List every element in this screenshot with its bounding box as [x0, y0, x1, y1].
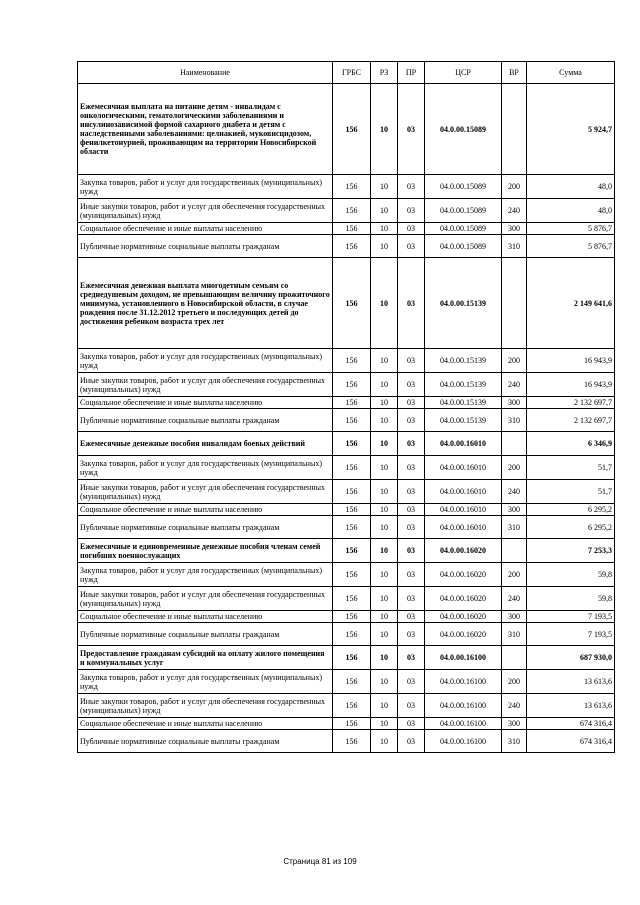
- row-csr: 04.0.00.16020: [425, 563, 502, 587]
- table-row: [78, 623, 615, 646]
- row-vr: 200: [502, 670, 527, 694]
- row-name: Ежемесячная выплата на питание детям - инвалидам с онкологическими, гематологическими заболеваниями и инсулинозависимой формой сахарного диабета и детям с наследственными заболеваниями: целиакией, муковисцидозом, фенилкетонурией, проживающим на территории Новосибирской области: [78, 84, 333, 175]
- row-sum: 59,8: [527, 563, 615, 587]
- header-rz: РЗ: [371, 62, 398, 84]
- table-row: [78, 397, 615, 409]
- row-rz: 10: [371, 235, 398, 258]
- row-vr: 240: [502, 373, 527, 397]
- row-csr: 04.0.00.15139: [425, 258, 502, 349]
- row-rz: 10: [371, 223, 398, 235]
- row-name: Социальное обеспечение и иные выплаты населению: [78, 504, 333, 516]
- row-vr: 300: [502, 223, 527, 235]
- row-vr: 300: [502, 718, 527, 730]
- row-sum: 16 943,9: [527, 373, 615, 397]
- row-grbs: 156: [333, 694, 371, 718]
- table-row: [78, 611, 615, 623]
- row-grbs: 156: [333, 730, 371, 753]
- row-name: Иные закупки товаров, работ и услуг для обеспечения государственных (муниципальных) нужд: [78, 199, 333, 223]
- row-vr: 200: [502, 456, 527, 480]
- row-name: Иные закупки товаров, работ и услуг для обеспечения государственных (муниципальных) нужд: [78, 587, 333, 611]
- row-pr: 03: [398, 235, 425, 258]
- row-sum: 16 943,9: [527, 349, 615, 373]
- row-pr: 03: [398, 480, 425, 504]
- row-rz: 10: [371, 432, 398, 456]
- row-rz: 10: [371, 349, 398, 373]
- row-name: Социальное обеспечение и иные выплаты населению: [78, 718, 333, 730]
- row-vr: 310: [502, 235, 527, 258]
- row-sum: 674 316,4: [527, 718, 615, 730]
- row-csr: 04.0.00.15089: [425, 84, 502, 175]
- row-csr: 04.0.00.15139: [425, 409, 502, 432]
- budget-table: [77, 61, 615, 753]
- row-name: Иные закупки товаров, работ и услуг для обеспечения государственных (муниципальных) нужд: [78, 480, 333, 504]
- row-pr: 03: [398, 349, 425, 373]
- row-csr: 04.0.00.16020: [425, 587, 502, 611]
- table-row-section: [78, 646, 615, 670]
- row-rz: 10: [371, 587, 398, 611]
- row-vr: 310: [502, 409, 527, 432]
- row-name: Закупка товаров, работ и услуг для государственных (муниципальных) нужд: [78, 670, 333, 694]
- row-sum: 5 876,7: [527, 223, 615, 235]
- row-vr: 240: [502, 480, 527, 504]
- table-row: [78, 587, 615, 611]
- row-sum: 7 193,5: [527, 623, 615, 646]
- row-csr: 04.0.00.16010: [425, 504, 502, 516]
- row-pr: 03: [398, 694, 425, 718]
- row-pr: 03: [398, 409, 425, 432]
- row-csr: 04.0.00.15089: [425, 235, 502, 258]
- row-csr: 04.0.00.16020: [425, 611, 502, 623]
- row-vr: [502, 84, 527, 175]
- row-csr: 04.0.00.16100: [425, 718, 502, 730]
- row-rz: 10: [371, 397, 398, 409]
- row-grbs: 156: [333, 718, 371, 730]
- row-grbs: 156: [333, 480, 371, 504]
- row-name: Публичные нормативные социальные выплаты гражданам: [78, 516, 333, 539]
- header-pr: ПР: [398, 62, 425, 84]
- row-sum: 7 193,5: [527, 611, 615, 623]
- row-vr: 310: [502, 730, 527, 753]
- row-pr: 03: [398, 84, 425, 175]
- row-name: Публичные нормативные социальные выплаты гражданам: [78, 235, 333, 258]
- row-name: Закупка товаров, работ и услуг для государственных (муниципальных) нужд: [78, 456, 333, 480]
- row-sum: 5 924,7: [527, 84, 615, 175]
- row-name: Иные закупки товаров, работ и услуг для обеспечения государственных (муниципальных) нужд: [78, 694, 333, 718]
- row-csr: 04.0.00.15139: [425, 373, 502, 397]
- row-pr: 03: [398, 646, 425, 670]
- header-sum: Сумма: [527, 62, 615, 84]
- row-rz: 10: [371, 84, 398, 175]
- table-row: [78, 718, 615, 730]
- row-pr: 03: [398, 670, 425, 694]
- row-csr: 04.0.00.16020: [425, 539, 502, 563]
- row-rz: 10: [371, 409, 398, 432]
- row-sum: 2 149 641,6: [527, 258, 615, 349]
- table-row: [78, 235, 615, 258]
- row-vr: 240: [502, 199, 527, 223]
- row-sum: 51,7: [527, 480, 615, 504]
- row-rz: 10: [371, 175, 398, 199]
- table-row: [78, 480, 615, 504]
- row-pr: 03: [398, 611, 425, 623]
- row-sum: 2 132 697,7: [527, 409, 615, 432]
- row-rz: 10: [371, 373, 398, 397]
- table-row-section: [78, 84, 615, 175]
- row-rz: 10: [371, 611, 398, 623]
- row-sum: 48,0: [527, 175, 615, 199]
- row-csr: 04.0.00.15089: [425, 175, 502, 199]
- row-csr: 04.0.00.16010: [425, 516, 502, 539]
- row-sum: 2 132 697,7: [527, 397, 615, 409]
- table-row: [78, 373, 615, 397]
- row-grbs: 156: [333, 563, 371, 587]
- row-name: Ежемесячные денежные пособия инвалидам боевых действий: [78, 432, 333, 456]
- header-vr: ВР: [502, 62, 527, 84]
- row-rz: 10: [371, 480, 398, 504]
- row-pr: 03: [398, 456, 425, 480]
- table-row: [78, 694, 615, 718]
- row-rz: 10: [371, 504, 398, 516]
- row-rz: 10: [371, 456, 398, 480]
- row-vr: 300: [502, 611, 527, 623]
- row-vr: [502, 258, 527, 349]
- row-name: Закупка товаров, работ и услуг для государственных (муниципальных) нужд: [78, 175, 333, 199]
- row-name: Социальное обеспечение и иные выплаты населению: [78, 223, 333, 235]
- row-rz: 10: [371, 730, 398, 753]
- page-number: Страница 81 из 109: [283, 857, 357, 866]
- row-rz: 10: [371, 516, 398, 539]
- row-vr: 200: [502, 563, 527, 587]
- table-row: [78, 504, 615, 516]
- row-grbs: 156: [333, 175, 371, 199]
- row-grbs: 156: [333, 646, 371, 670]
- table-header-row: [78, 62, 615, 84]
- row-csr: 04.0.00.16010: [425, 456, 502, 480]
- row-grbs: 156: [333, 432, 371, 456]
- row-sum: 59,8: [527, 587, 615, 611]
- row-csr: 04.0.00.15139: [425, 349, 502, 373]
- row-grbs: 156: [333, 587, 371, 611]
- row-vr: [502, 432, 527, 456]
- row-vr: 200: [502, 349, 527, 373]
- row-csr: 04.0.00.16010: [425, 432, 502, 456]
- table-row: [78, 456, 615, 480]
- row-sum: 7 253,3: [527, 539, 615, 563]
- header-grbs: ГРБС: [333, 62, 371, 84]
- row-sum: 6 346,9: [527, 432, 615, 456]
- row-rz: 10: [371, 670, 398, 694]
- row-sum: 5 876,7: [527, 235, 615, 258]
- row-csr: 04.0.00.16100: [425, 730, 502, 753]
- table-row: [78, 730, 615, 753]
- row-grbs: 156: [333, 397, 371, 409]
- row-grbs: 156: [333, 611, 371, 623]
- row-grbs: 156: [333, 258, 371, 349]
- row-grbs: 156: [333, 623, 371, 646]
- row-pr: 03: [398, 539, 425, 563]
- row-name: Ежемесячная денежная выплата многодетным семьям со среднедушевым доходом, не превышающим величину прожиточного минимума, установленного в Новосибирской области, в случае рождения после 31.12.2012 третьего и последующих детей до достижения ребенком возраста трех лет: [78, 258, 333, 349]
- row-grbs: 156: [333, 409, 371, 432]
- table-row-section: [78, 258, 615, 349]
- row-pr: 03: [398, 175, 425, 199]
- row-sum: 51,7: [527, 456, 615, 480]
- row-sum: 674 316,4: [527, 730, 615, 753]
- row-pr: 03: [398, 199, 425, 223]
- row-grbs: 156: [333, 504, 371, 516]
- table-body: [78, 84, 615, 753]
- row-pr: 03: [398, 730, 425, 753]
- header-name: Наименование: [78, 62, 333, 84]
- row-name: Закупка товаров, работ и услуг для государственных (муниципальных) нужд: [78, 563, 333, 587]
- row-grbs: 156: [333, 373, 371, 397]
- row-rz: 10: [371, 623, 398, 646]
- row-grbs: 156: [333, 539, 371, 563]
- row-csr: 04.0.00.16100: [425, 646, 502, 670]
- row-rz: 10: [371, 539, 398, 563]
- table-row: [78, 349, 615, 373]
- row-pr: 03: [398, 258, 425, 349]
- row-pr: 03: [398, 397, 425, 409]
- row-csr: 04.0.00.16100: [425, 694, 502, 718]
- row-rz: 10: [371, 563, 398, 587]
- row-vr: 300: [502, 504, 527, 516]
- table-row-section: [78, 539, 615, 563]
- row-grbs: 156: [333, 349, 371, 373]
- header-csr: ЦСР: [425, 62, 502, 84]
- row-pr: 03: [398, 432, 425, 456]
- row-rz: 10: [371, 646, 398, 670]
- row-vr: [502, 539, 527, 563]
- row-name: Закупка товаров, работ и услуг для государственных (муниципальных) нужд: [78, 349, 333, 373]
- row-csr: 04.0.00.16020: [425, 623, 502, 646]
- row-vr: 240: [502, 694, 527, 718]
- row-vr: 300: [502, 397, 527, 409]
- row-vr: 310: [502, 516, 527, 539]
- row-rz: 10: [371, 199, 398, 223]
- row-pr: 03: [398, 223, 425, 235]
- row-pr: 03: [398, 516, 425, 539]
- row-sum: 13 613,6: [527, 694, 615, 718]
- row-name: Ежемесячные и единовременные денежные пособия членам семей погибших военнослужащих: [78, 539, 333, 563]
- row-grbs: 156: [333, 223, 371, 235]
- row-name: Публичные нормативные социальные выплаты гражданам: [78, 623, 333, 646]
- row-rz: 10: [371, 718, 398, 730]
- table-row: [78, 199, 615, 223]
- row-pr: 03: [398, 587, 425, 611]
- row-vr: [502, 646, 527, 670]
- table-row: [78, 516, 615, 539]
- row-csr: 04.0.00.15139: [425, 397, 502, 409]
- row-grbs: 156: [333, 456, 371, 480]
- row-name: Иные закупки товаров, работ и услуг для обеспечения государственных (муниципальных) нужд: [78, 373, 333, 397]
- row-csr: 04.0.00.15089: [425, 199, 502, 223]
- row-sum: 13 613,6: [527, 670, 615, 694]
- row-vr: 200: [502, 175, 527, 199]
- row-vr: 240: [502, 587, 527, 611]
- row-name: Социальное обеспечение и иные выплаты населению: [78, 397, 333, 409]
- row-pr: 03: [398, 373, 425, 397]
- row-pr: 03: [398, 504, 425, 516]
- row-vr: 310: [502, 623, 527, 646]
- row-sum: 6 295,2: [527, 516, 615, 539]
- row-grbs: 156: [333, 670, 371, 694]
- row-name: Предоставление гражданам субсидий на оплату жилого помещения и коммунальных услуг: [78, 646, 333, 670]
- row-pr: 03: [398, 623, 425, 646]
- row-csr: 04.0.00.16100: [425, 670, 502, 694]
- row-csr: 04.0.00.15089: [425, 223, 502, 235]
- row-pr: 03: [398, 563, 425, 587]
- table-row: [78, 175, 615, 199]
- row-pr: 03: [398, 718, 425, 730]
- row-rz: 10: [371, 694, 398, 718]
- table-row: [78, 670, 615, 694]
- table-row: [78, 409, 615, 432]
- row-name: Социальное обеспечение и иные выплаты населению: [78, 611, 333, 623]
- row-grbs: 156: [333, 235, 371, 258]
- table-row-section: [78, 432, 615, 456]
- row-grbs: 156: [333, 516, 371, 539]
- row-grbs: 156: [333, 84, 371, 175]
- row-csr: 04.0.00.16010: [425, 480, 502, 504]
- row-rz: 10: [371, 258, 398, 349]
- row-sum: 687 930,0: [527, 646, 615, 670]
- row-name: Публичные нормативные социальные выплаты гражданам: [78, 409, 333, 432]
- table-row: [78, 223, 615, 235]
- row-sum: 48,0: [527, 199, 615, 223]
- row-name: Публичные нормативные социальные выплаты гражданам: [78, 730, 333, 753]
- row-sum: 6 295,2: [527, 504, 615, 516]
- row-grbs: 156: [333, 199, 371, 223]
- table-row: [78, 563, 615, 587]
